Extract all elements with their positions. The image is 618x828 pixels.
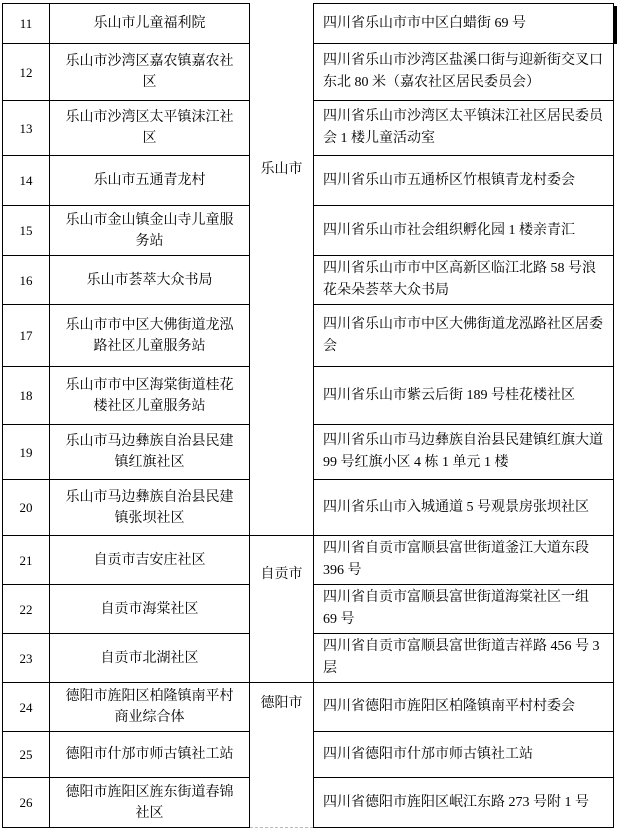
- row-number-cell[interactable]: 12: [3, 44, 50, 101]
- address-cell[interactable]: 四川省乐山市沙湾区盐溪口街与迎新街交叉口东北 80 米（嘉农社区居民委员会）: [314, 44, 614, 101]
- address-cell[interactable]: 四川省乐山市入城通道 5 号观景房张坝社区: [314, 480, 614, 536]
- address-cell[interactable]: 四川省自贡市富顺县富世街道吉祥路 456 号 3 层: [314, 634, 614, 683]
- row-number-cell[interactable]: 16: [3, 256, 50, 305]
- address-cell[interactable]: 四川省乐山市市中区高新区临江北路 58 号浪花朵朵荟萃大众书局: [314, 256, 614, 305]
- address-cell[interactable]: 四川省德阳市旌阳区岷江东路 273 号附 1 号: [314, 778, 614, 828]
- address-cell[interactable]: 四川省乐山市马边彝族自治县民建镇红旗大道 99 号红旗小区 4 栋 1 单元 1 楼: [314, 425, 614, 480]
- site-name-cell[interactable]: 乐山市市中区海棠街道桂花楼社区儿童服务站: [50, 367, 250, 425]
- row-number-cell[interactable]: 26: [3, 778, 50, 828]
- row-number-cell[interactable]: 20: [3, 480, 50, 536]
- city-cell-deyang[interactable]: [250, 683, 314, 828]
- address-cell[interactable]: 四川省自贡市富顺县富世街道釜江大道东段 396 号: [314, 536, 614, 585]
- address-cell[interactable]: 四川省乐山市市中区白蜡街 69 号: [314, 4, 614, 44]
- site-name-cell[interactable]: 乐山市沙湾区嘉农镇嘉农社区: [50, 44, 250, 101]
- row-number-cell[interactable]: 17: [3, 305, 50, 367]
- address-cell[interactable]: 四川省德阳市什邡市师古镇社工站: [314, 732, 614, 778]
- site-name-cell[interactable]: 德阳市旌阳区柏隆镇南平村商业综合体: [50, 683, 250, 732]
- address-cell[interactable]: 四川省乐山市市中区大佛街道龙泓路社区居委会: [314, 305, 614, 367]
- locations-table: [2, 3, 614, 828]
- city-label: 自贡市: [260, 567, 303, 582]
- row-number-cell[interactable]: 19: [3, 425, 50, 480]
- site-name-cell[interactable]: 自贡市海棠社区: [50, 585, 250, 634]
- table-row: [3, 536, 614, 585]
- row-number-cell[interactable]: 25: [3, 732, 50, 778]
- row-number-cell[interactable]: 15: [3, 206, 50, 256]
- site-name-cell[interactable]: 乐山市荟萃大众书局: [50, 256, 250, 305]
- site-name-cell[interactable]: 自贡市北湖社区: [50, 634, 250, 683]
- address-cell[interactable]: 四川省德阳市旌阳区柏隆镇南平村村委会: [314, 683, 614, 732]
- text-cursor: [614, 6, 617, 44]
- site-name-cell[interactable]: 乐山市金山镇金山寺儿童服务站: [50, 206, 250, 256]
- site-name-cell[interactable]: 德阳市旌阳区旌东街道春锦社区: [50, 778, 250, 828]
- address-cell[interactable]: 四川省自贡市富顺县富世街道海棠社区一组 69 号: [314, 585, 614, 634]
- site-name-cell[interactable]: 乐山市五通青龙村: [50, 156, 250, 206]
- city-cell-leshan[interactable]: [250, 4, 314, 536]
- city-cell-zigong[interactable]: [250, 536, 314, 683]
- row-number-cell[interactable]: 21: [3, 536, 50, 585]
- table-row: [3, 683, 614, 732]
- row-number-cell[interactable]: 18: [3, 367, 50, 425]
- site-name-cell[interactable]: 乐山市市中区大佛街道龙泓路社区儿童服务站: [50, 305, 250, 367]
- row-number-cell[interactable]: 23: [3, 634, 50, 683]
- site-name-cell[interactable]: 乐山市沙湾区太平镇沫江社区: [50, 101, 250, 156]
- site-name-cell[interactable]: 乐山市马边彝族自治县民建镇红旗社区: [50, 425, 250, 480]
- address-cell[interactable]: 四川省乐山市社会组织孵化园 1 楼亲青汇: [314, 206, 614, 256]
- table-row: [3, 4, 614, 44]
- city-label: 德阳市: [260, 696, 303, 711]
- city-label: 乐山市: [260, 161, 303, 177]
- site-name-cell[interactable]: 德阳市什邡市师古镇社工站: [50, 732, 250, 778]
- row-number-cell[interactable]: 11: [3, 4, 50, 44]
- site-name-cell[interactable]: 乐山市儿童福利院: [50, 4, 250, 44]
- address-cell[interactable]: 四川省乐山市沙湾区太平镇沫江社区居民委员会 1 楼儿童活动室: [314, 101, 614, 156]
- address-cell[interactable]: 四川省乐山市紫云后街 189 号桂花楼社区: [314, 367, 614, 425]
- row-number-cell[interactable]: 22: [3, 585, 50, 634]
- row-number-cell[interactable]: 24: [3, 683, 50, 732]
- address-cell[interactable]: 四川省乐山市五通桥区竹根镇青龙村委会: [314, 156, 614, 206]
- row-number-cell[interactable]: 13: [3, 101, 50, 156]
- site-name-cell[interactable]: 自贡市吉安庄社区: [50, 536, 250, 585]
- row-number-cell[interactable]: 14: [3, 156, 50, 206]
- site-name-cell[interactable]: 乐山市马边彝族自治县民建镇张坝社区: [50, 480, 250, 536]
